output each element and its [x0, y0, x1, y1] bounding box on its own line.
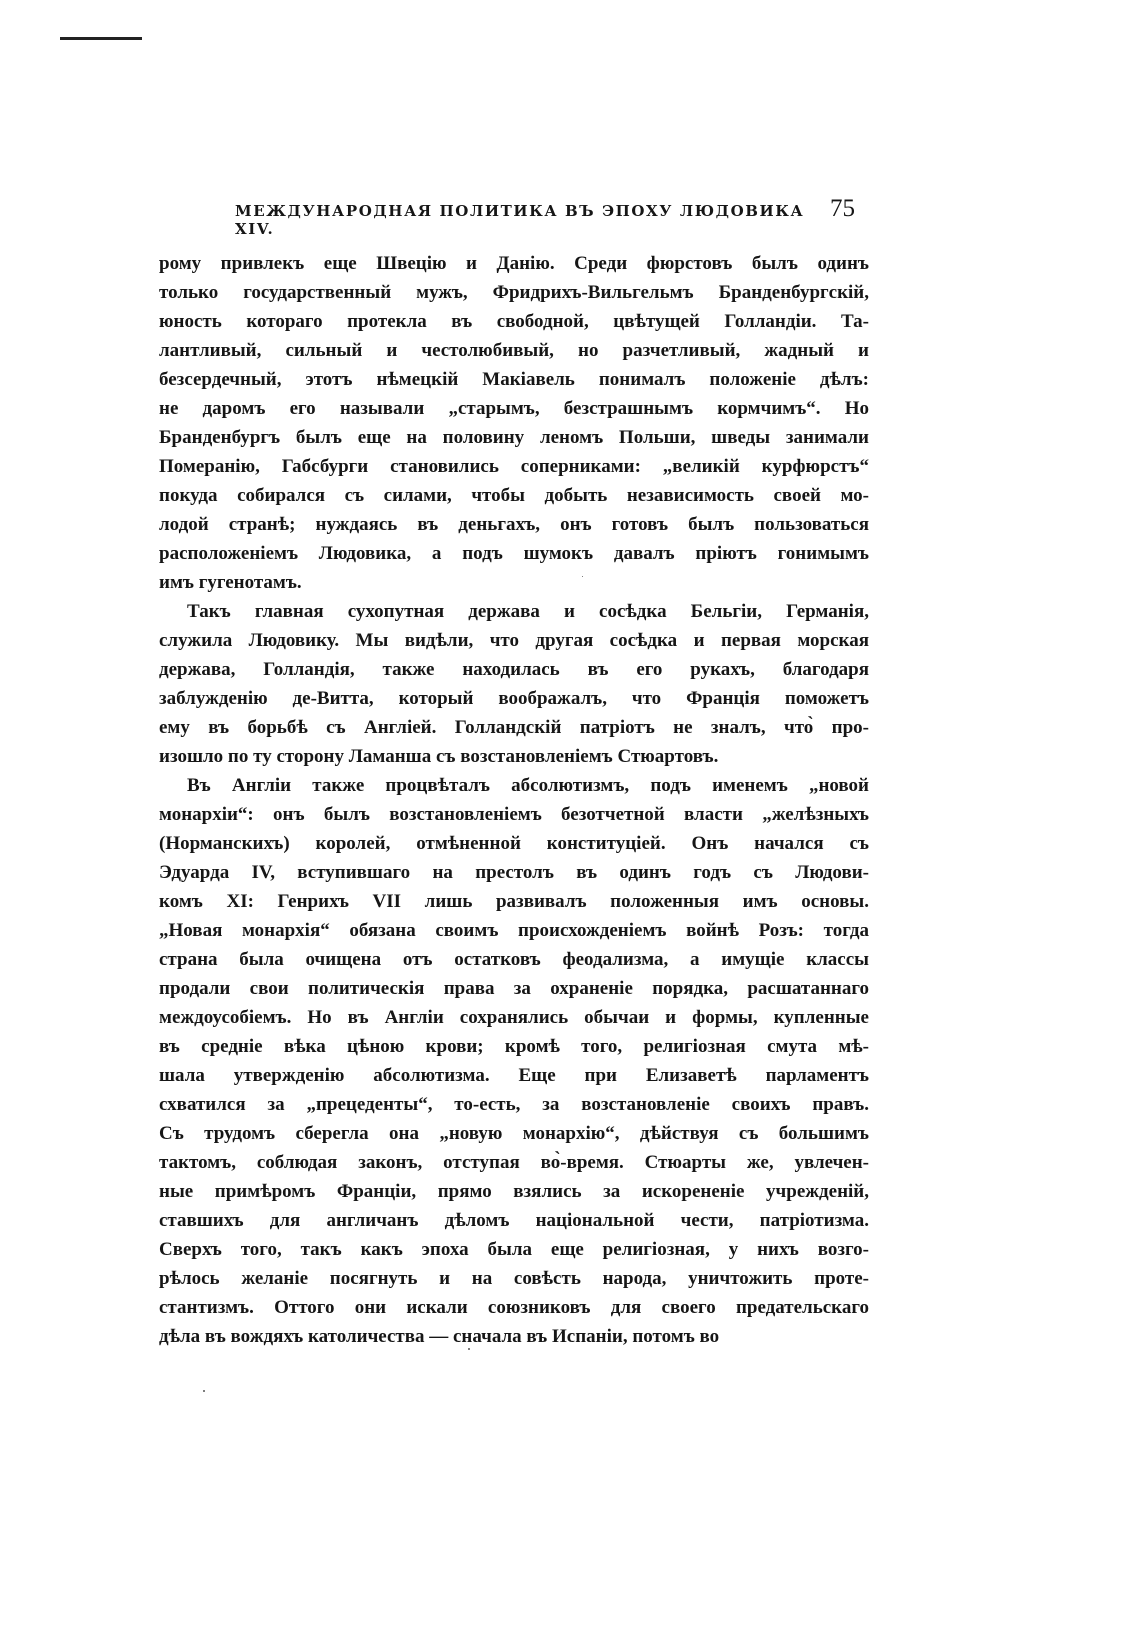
text-line: стантизмъ. Оттого они искали союзниковъ для своего предательскаго	[159, 1297, 869, 1318]
text-line: Померанію, Габсбурги становились соперниками: „великій курфюрстъ“	[159, 456, 869, 477]
scan-speck	[468, 1348, 470, 1350]
scan-edge-mark	[60, 37, 142, 40]
text-line: продали свои политическія права за охраненіе порядка, расшатаннаго	[159, 978, 869, 999]
text-line: Бранденбургъ былъ еще на половину леномъ Польши, шведы занимали	[159, 427, 869, 448]
text-line: тактомъ, соблюдая законъ, отступая во̀-время. Стюарты же, увлечен-	[159, 1152, 869, 1173]
text-line: рому привлекъ еще Швецію и Данію. Среди фюрстовъ былъ одинъ	[159, 253, 869, 274]
text-line: юность котораго протекла въ свободной, цвѣтущей Голландіи. Та-	[159, 311, 869, 332]
text-line: Сверхъ того, такъ какъ эпоха была еще религіозная, у нихъ возго-	[159, 1239, 869, 1260]
text-line: покуда собирался съ силами, чтобы добыть независимость своей мо-	[159, 485, 869, 506]
page-number: 75	[830, 195, 855, 222]
text-line: ставшихъ для англичанъ дѣломъ національной чести, патріотизма.	[159, 1210, 869, 1231]
text-line: страна была очищена отъ остатковъ феодализма, а имущіе классы	[159, 949, 869, 970]
text-line: служила Людовику. Мы видѣли, что другая сосѣдка и первая морская	[159, 630, 869, 651]
paragraph	[159, 249, 869, 597]
body-text	[159, 249, 869, 1351]
text-line: (Норманскихъ) королей, отмѣненной конституціей. Онъ начался съ	[159, 833, 869, 854]
text-line: заблужденію де-Витта, который воображалъ, что Франція поможетъ	[159, 688, 869, 709]
text-line: Эдуарда IV, вступившаго на престолъ въ одинъ годъ съ Людови-	[159, 862, 869, 883]
text-line: имъ гугенотамъ.	[159, 572, 302, 593]
text-line: расположеніемъ Людовика, а подъ шумокъ давалъ пріютъ гонимымъ	[159, 543, 869, 564]
text-line: схватился за „прецеденты“, то-есть, за возстановленіе своихъ правъ.	[159, 1094, 869, 1115]
text-line: Такъ главная сухопутная держава и сосѣдка Бельгіи, Германія,	[187, 601, 869, 622]
text-line: шала утвержденію абсолютизма. Еще при Елизаветѣ парламентъ	[159, 1065, 869, 1086]
text-line: лантливый, сильный и честолюбивый, но разчетливый, жадный и	[159, 340, 869, 361]
text-line: держава, Голландія, также находилась въ его рукахъ, благодаря	[159, 659, 869, 680]
book-page	[159, 195, 869, 1351]
text-line: Съ трудомъ сберегла она „новую монархію“, дѣйствуя съ большимъ	[159, 1123, 869, 1144]
text-line: лодой странѣ; нуждаясь въ деньгахъ, онъ готовъ былъ пользоваться	[159, 514, 869, 535]
text-line: дѣла въ вождяхъ католичества — сначала въ Испаніи, потомъ во	[159, 1326, 720, 1347]
text-line: въ средніе вѣка цѣною крови; кромѣ того, религіозная смута мѣ-	[159, 1036, 869, 1057]
text-line: не даромъ его называли „старымъ, безстрашнымъ кормчимъ“. Но	[159, 398, 869, 419]
text-line: ему въ борьбѣ съ Англіей. Голландскій патріотъ не зналъ, что̀ про-	[159, 717, 869, 738]
text-line: рѣлось желаніе посягнуть и на совѣсть народа, уничтожить проте-	[159, 1268, 869, 1289]
text-line: Въ Англіи также процвѣталъ абсолютизмъ, подъ именемъ „новой	[187, 775, 869, 796]
text-line: комъ XI: Генрихъ VII лишь развивалъ положенныя имъ основы.	[159, 891, 869, 912]
scan-speck	[203, 1390, 205, 1392]
text-line: изошло по ту сторону Ламанша съ возстановленіемъ Стюартовъ.	[159, 746, 719, 767]
paragraph	[159, 597, 869, 771]
text-line: ные примѣромъ Франціи, прямо взялись за искорененіе учрежденій,	[159, 1181, 869, 1202]
text-line: монархіи“: онъ былъ возстановленіемъ безотчетной власти „желѣзныхъ	[159, 804, 869, 825]
running-title: МЕЖДУНАРОДНАЯ ПОЛИТИКА ВЪ ЭПОХУ ЛЮДОВИКА XIV.	[235, 202, 805, 238]
text-line: только государственный мужъ, Фридрихъ-Вильгельмъ Бранденбургскій,	[159, 282, 869, 303]
scan-speck	[582, 576, 583, 577]
running-head	[159, 195, 869, 238]
text-line: междоусобіемъ. Но въ Англіи сохранялись обычаи и формы, купленные	[159, 1007, 869, 1028]
text-line: „Новая монархія“ обязана своимъ происхожденіемъ войнѣ Розъ: тогда	[159, 920, 869, 941]
text-line: безсердечный, этотъ нѣмецкій Макіавель понималъ положеніе дѣлъ:	[159, 369, 869, 390]
paragraph	[159, 771, 869, 1351]
